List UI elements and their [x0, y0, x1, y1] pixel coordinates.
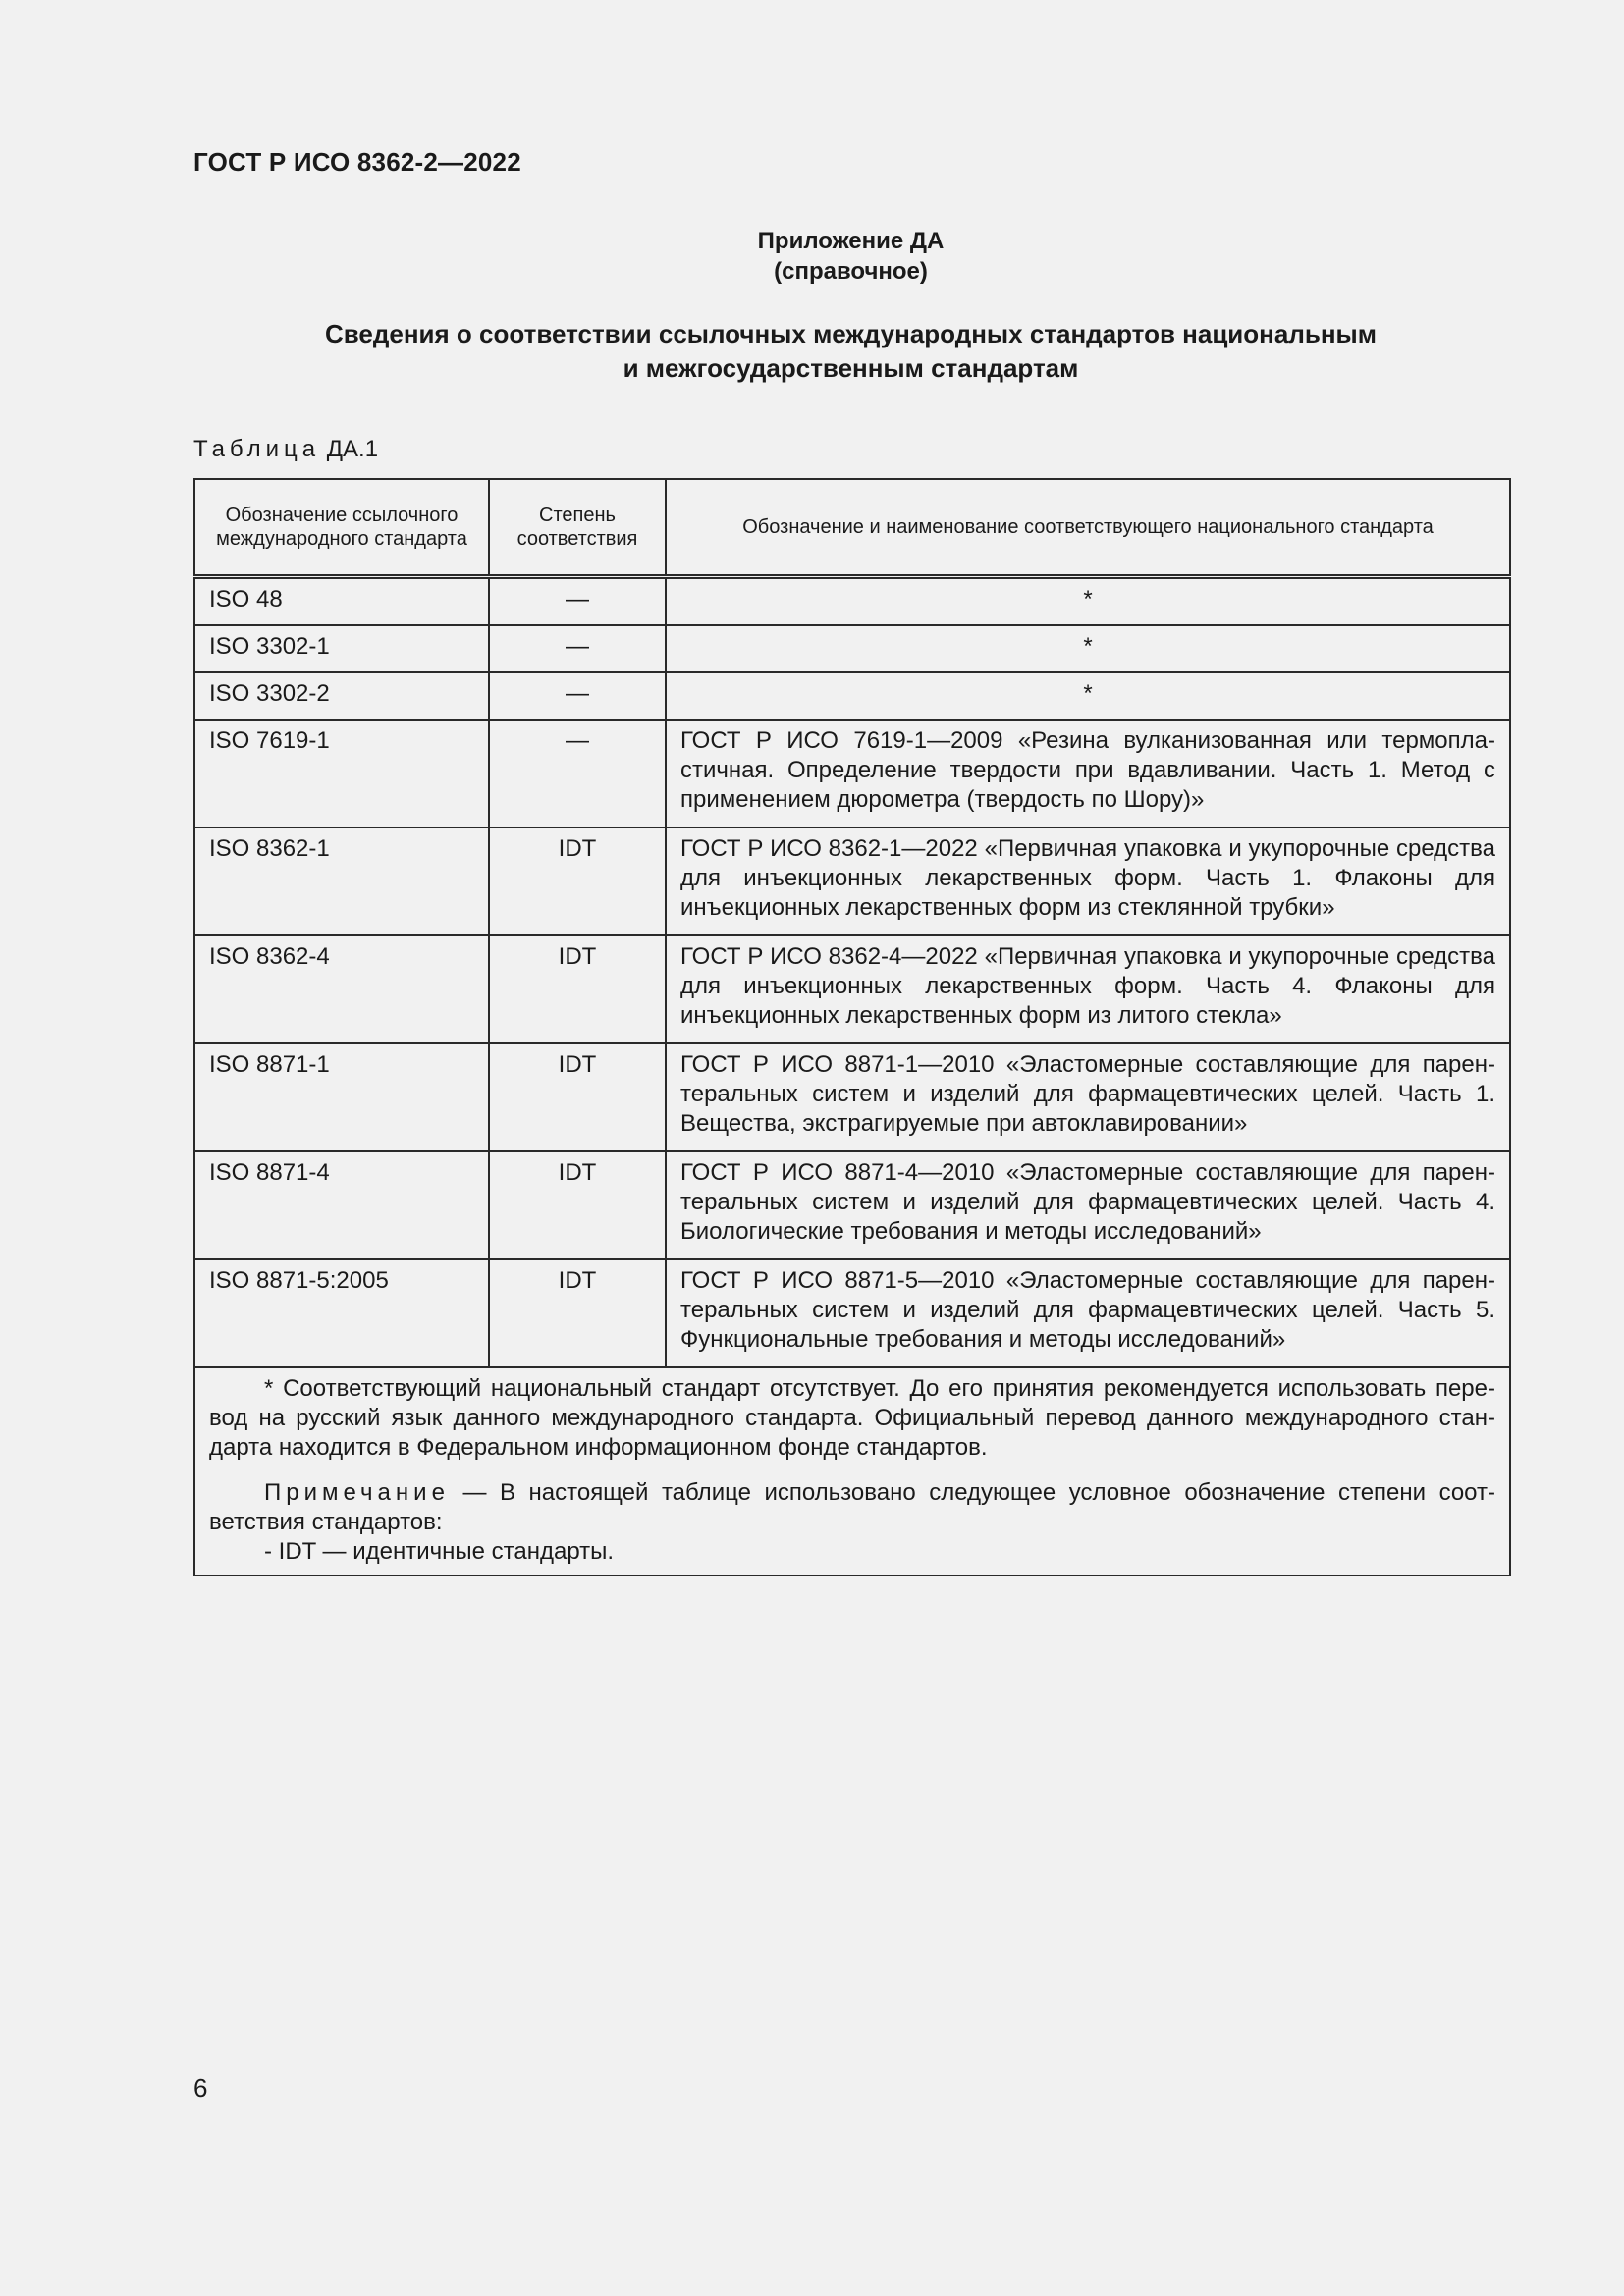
cell-national-standard: * [666, 577, 1510, 626]
table-header-row [194, 479, 1510, 577]
table-row [194, 1259, 1510, 1367]
note-text: — В настоящей таблице использовано следующее условное обозначение степени соответствия стандартов: [209, 1479, 1495, 1535]
cell-national-standard: ГОСТ Р ИСО 8362-4—2022 «Первичная упаковка и укупорочные средства для инъекционных лекарственных форм. Часть 4. Флаконы для инъекционных лекарственных форм из литого стекла» [666, 935, 1510, 1043]
table-caption [193, 436, 378, 463]
table-row [194, 672, 1510, 720]
table-caption-word: Таблица [193, 436, 321, 462]
table-row [194, 828, 1510, 935]
cell-national-standard: * [666, 672, 1510, 720]
header-international-standard: Обозначение ссылочного международного стандарта [194, 479, 489, 577]
cell-standard-code: ISO 8871-4 [194, 1151, 489, 1259]
annex-type: (справочное) [774, 258, 928, 285]
cell-standard-code: ISO 8871-1 [194, 1043, 489, 1151]
cell-degree: — [489, 672, 666, 720]
cell-degree: IDT [489, 935, 666, 1043]
correspondence-table [193, 478, 1511, 1576]
section-title-line-1: Сведения о соответствии ссылочных международных стандартов национальным [325, 319, 1377, 348]
cell-national-standard: ГОСТ Р ИСО 7619-1—2009 «Резина вулканизованная или термопластичная. Определение твердости при вдавливании. Часть 1. Метод с применением дюрометра (твердость по Шору)» [666, 720, 1510, 828]
table-footnote: * Соответствующий национальный стандарт отсутствует. До его принятия рекомендуется использовать перевод на русский язык данного международного стандарта. Официальный перевод данного международного стандарта находится в Федеральном информационном фонде стандартов. [209, 1375, 1495, 1461]
section-title [0, 317, 1624, 386]
table-row [194, 1151, 1510, 1259]
table-row [194, 1043, 1510, 1151]
cell-national-standard: ГОСТ Р ИСО 8871-5—2010 «Эластомерные составляющие для парентеральных систем и изделий для фармацевтических целей. Часть 5. Функциональные требования и методы исследований» [666, 1259, 1510, 1367]
page-number: 6 [193, 2073, 208, 2103]
cell-degree: — [489, 625, 666, 672]
cell-degree: — [489, 720, 666, 828]
table-row [194, 720, 1510, 828]
table-footnote-row [194, 1367, 1510, 1575]
cell-standard-code: ISO 8362-4 [194, 935, 489, 1043]
table-note [209, 1478, 1495, 1537]
note-label: Примечание [264, 1479, 450, 1506]
cell-national-standard: ГОСТ Р ИСО 8871-4—2010 «Эластомерные составляющие для парентеральных систем и изделий для фармацевтических целей. Часть 4. Биологические требования и методы исследований» [666, 1151, 1510, 1259]
document-code-header: ГОСТ Р ИСО 8362-2—2022 [193, 147, 521, 177]
cell-standard-code: ISO 48 [194, 577, 489, 626]
table-row [194, 625, 1510, 672]
cell-national-standard: ГОСТ Р ИСО 8362-1—2022 «Первичная упаковка и укупорочные средства для инъекционных лекарственных форм. Часть 1. Флаконы для инъекционных лекарственных форм из стеклянной трубки» [666, 828, 1510, 935]
cell-degree: IDT [489, 1259, 666, 1367]
cell-national-standard: ГОСТ Р ИСО 8871-1—2010 «Эластомерные составляющие для парентеральных систем и изделий для фармацевтических целей. Часть 1. Вещества, экстрагируемые при автоклавировании» [666, 1043, 1510, 1151]
cell-standard-code: ISO 7619-1 [194, 720, 489, 828]
table-caption-number: ДА.1 [326, 436, 379, 462]
cell-degree: — [489, 577, 666, 626]
table-footnote-cell [194, 1367, 1510, 1575]
cell-degree: IDT [489, 828, 666, 935]
table-row [194, 577, 1510, 626]
cell-standard-code: ISO 8362-1 [194, 828, 489, 935]
cell-degree: IDT [489, 1151, 666, 1259]
cell-degree: IDT [489, 1043, 666, 1151]
note-item: - IDT — идентичные стандарты. [264, 1538, 615, 1565]
cell-standard-code: ISO 8871-5:2005 [194, 1259, 489, 1367]
cell-national-standard: * [666, 625, 1510, 672]
cell-standard-code: ISO 3302-2 [194, 672, 489, 720]
header-degree-of-correspondence: Степень соответствия [489, 479, 666, 577]
annex-heading [0, 226, 1624, 287]
cell-standard-code: ISO 3302-1 [194, 625, 489, 672]
header-national-standard: Обозначение и наименование соответствующего национального стандарта [666, 479, 1510, 577]
section-title-line-2: и межгосударственным стандартам [623, 353, 1079, 383]
annex-title: Приложение ДА [757, 228, 945, 254]
table-row [194, 935, 1510, 1043]
